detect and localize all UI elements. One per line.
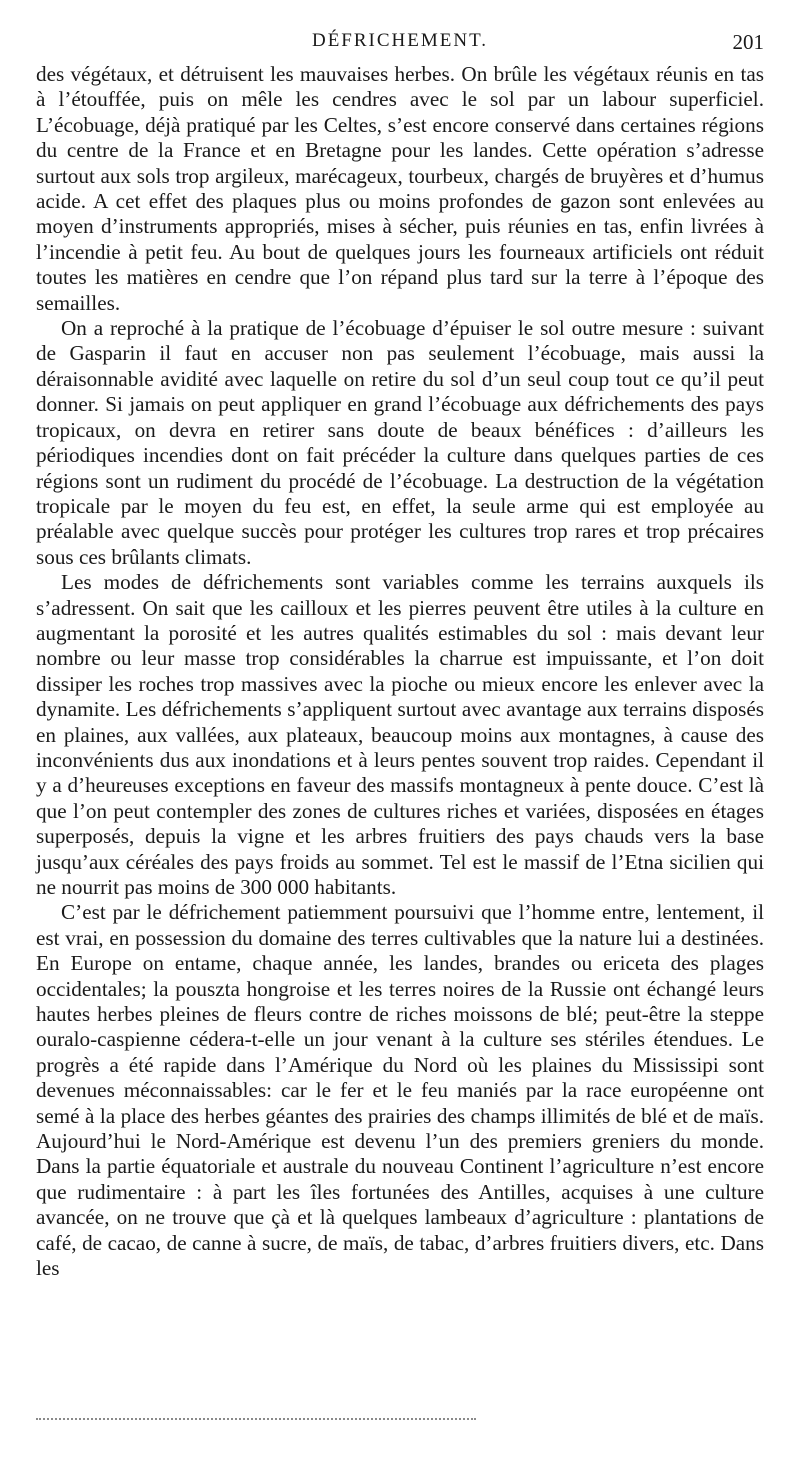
page-header [36,30,764,60]
running-title: DÉFRICHEMENT. [311,30,489,51]
body-text [36,62,764,1282]
paragraph-continuation: des végétaux, et détruisent les mauvaises herbes. On brûle les végétaux réunis en tas à l’étouffée, puis on mêle les cendres avec le sol par un labour superficiel. L’écobuage, déjà pratiqué par les Celtes, s’est encore conservé dans certaines régions du centre de la France et en Bretagne pour les landes. Cette opération s’adresse surtout aux sols trop argileux, marécageux, tourbeux, chargés de bruyères et d’humus acide. A cet effet des plaques plus ou moins profondes de gazon sont enlevées au moyen d’instruments appropriés, mises à sécher, puis réunies en tas, enfin livrées à l’incendie à petit feu. Au bout de quelques jours les fourneaux artificiels ont réduit toutes les matières en cendre que l’on répand plus tard sur la terre à l’époque des semailles. [36,62,764,315]
page-number: 201 [732,30,764,54]
paragraph-ecobuage-critique: On a reproché à la pratique de l’écobuage d’épuiser le sol outre mesure : suivant de Gasparin il faut en accuser non pas seulement l’écobuage, mais aussi la déraisonnable avidité avec laquelle on retire du sol d’un seul coup tout ce qu’il peut donner. Si jamais on peut appliquer en grand l’écobuage aux défrichements des pays tropicaux, on devra en retirer sans doute de beaux bénéfices : d’ailleurs les périodiques incendies dont on fait précéder la culture dans quelques parties de ces régions sont un rudiment du procédé de l’écobuage. La destruction de la végétation tropicale par le moyen du feu est, en effet, la seule arme qui est employée au préalable avec quelque succès pour protéger les cultures trop rares et trop précaires sous ces brûlants climats. [36,316,764,569]
paragraph-modes-defrichement: Les modes de défrichements sont variables comme les terrains auxquels ils s’adressent. On sait que les cailloux et les pierres peuvent être utiles à la culture en augmentant la porosité et les autres qualités estimables du sol : mais devant leur nombre ou leur masse trop considérables la charrue est impuissante, et l’on doit dissiper les roches trop massives avec la pioche ou mieux encore les enlever avec la dynamite. Les défrichements s’appliquent surtout avec avantage aux terrains disposés en plaines, aux vallées, aux plateaux, beaucoup moins aux montagnes, à cause des inconvénients dus aux inondations et à leurs pentes souvent trop raides. Cependant il y a d’heureuses exceptions en faveur des massifs montagneux à pente douce. C’est là que l’on peut contempler des zones de cultures riches et variées, disposées en étages superposés, depuis la vigne et les arbres fruitiers des pays chauds vers la base jusqu’aux céréales des pays froids au sommet. Tel est le massif de l’Etna sicilien qui ne nourrit pas moins de 300 000 habitants. [36,570,764,899]
paragraph-defrichement-progres: C’est par le défrichement patiemment poursuivi que l’homme entre, lentement, il est vrai, en possession du domaine des terres cultivables que la nature lui a destinées. En Europe on entame, chaque année, les landes, brandes ou ericeta des plages occidentales; la pouszta hongroise et les terres noires de la Russie ont échangé leurs hautes herbes pleines de fleurs contre de riches moissons de blé; peut-être la steppe ouralo-caspienne cédera-t-elle un jour venant à la culture ses stériles étendues. Le progrès a été rapide dans l’Amérique du Nord où les plaines du Mississipi sont devenues méconnaissables: car le fer et le feu maniés par la race européenne ont semé à la place des herbes géantes des prairies des champs illimités de blé et de maïs. Aujourd’hui le Nord-Amérique est devenu l’un des premiers greniers du monde. Dans la partie équatoriale et australe du nouveau Continent l’agriculture n’est encore que rudimentaire : à part les îles fortunées des Antilles, acquises à une culture avancée, on ne trouve que çà et là quelques lambeaux d’agriculture : plantations de café, de cacao, de canne à sucre, de maïs, de tabac, d’arbres fruitiers divers, etc. Dans les [36,900,764,1281]
footer-divider [36,1418,476,1420]
